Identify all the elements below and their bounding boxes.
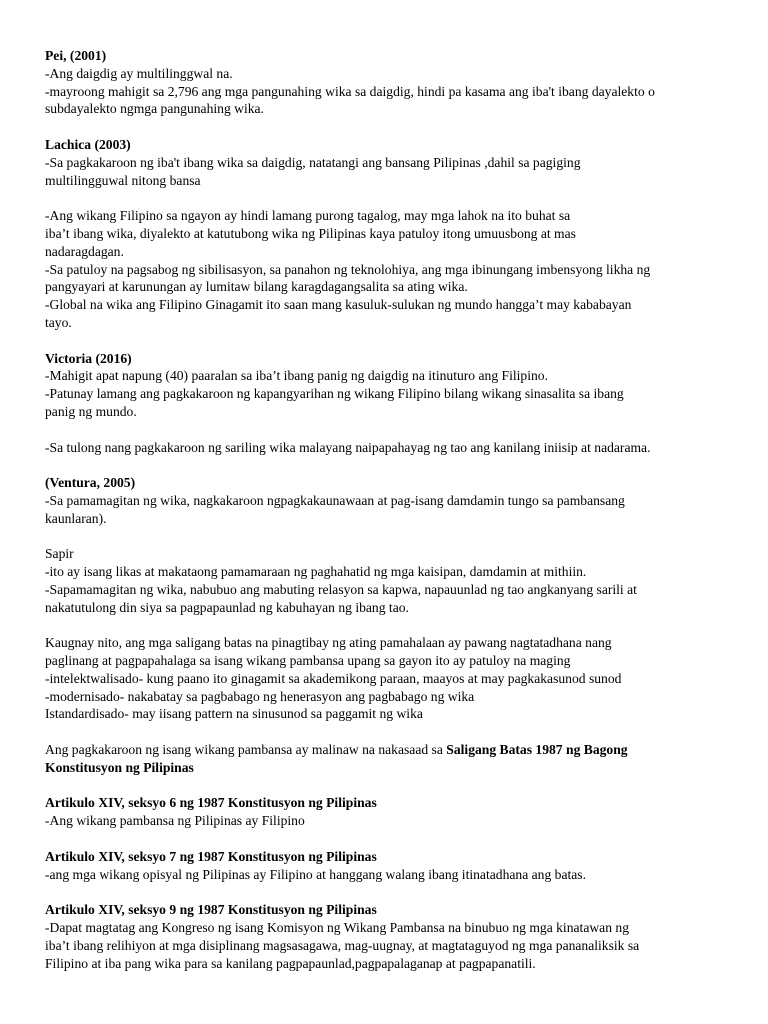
paragraph-line: pangyayari at karunungan ay lumitaw bilang karagdagangsalita sa ating wika. xyxy=(45,279,468,295)
blank-line xyxy=(45,528,735,546)
paragraph-line: -Dapat magtatag ang Kongreso ng isang Komisyon ng Wikang Pambansa na binubuo ng mga kinatawan ng xyxy=(45,920,629,936)
paragraph-line: -Sapamamagitan ng wika, nabubuo ang mabuting relasyon sa kapwa, napauunlad ng tao angkanyang sarili at xyxy=(45,581,637,597)
paragraph-line: Filipino at iba pang wika para sa kanilang pagpapaunlad,pagpapalaganap at pagpapanatili. xyxy=(45,955,536,971)
paragraph-line: -Mahigit apat napung (40) paaralan sa iba’t ibang panig ng daigdig na itinuturo ang Filipino. xyxy=(45,368,548,384)
blank-line xyxy=(45,189,735,207)
blank-line xyxy=(45,723,735,741)
section-heading-ventura: (Ventura, 2005) xyxy=(45,475,136,491)
paragraph-line: -Ang wikang pambansa ng Pilipinas ay Filipino xyxy=(45,813,305,829)
paragraph-line: panig ng mundo. xyxy=(45,403,137,419)
paragraph-line: -Global na wika ang Filipino Ginagamit ito saan mang kasuluk-sulukan ng mundo hangga’t may kababayan xyxy=(45,297,632,313)
paragraph-line: -Sa pamamagitan ng wika, nagkakaroon ngpagkakaunawaan at pag-isang damdamin tungo sa pambansang xyxy=(45,492,625,508)
saligang-paragraph xyxy=(45,741,735,759)
saligang-bold-text: Saligang Batas 1987 ng Bagong xyxy=(446,742,628,758)
section-heading-sapir: Sapir xyxy=(45,546,74,562)
paragraph-line: -modernisado- nakabatay sa pagbabago ng henerasyon ang pagbabago ng wika xyxy=(45,688,475,704)
paragraph-line: paglinang at pagpapahalaga sa isang wikang pambansa upang sa gayon ito ay patuloy na maging xyxy=(45,653,571,669)
section-heading-artikulo-7: Artikulo XIV, seksyo 7 ng 1987 Konstitusyon ng Pilipinas xyxy=(45,848,377,864)
blank-line xyxy=(45,332,735,350)
section-heading-pei: Pei, (2001) xyxy=(45,48,107,63)
blank-line xyxy=(45,777,735,795)
paragraph-line: -Sa patuloy na pagsabog ng sibilisasyon, sa panahon ng teknolohiya, ang mga ibinungang imbensyong likha ng xyxy=(45,261,651,277)
saligang-bold-text-continued: Konstitusyon ng Pilipinas xyxy=(45,759,194,775)
section-heading-artikulo-6: Artikulo XIV, seksyo 6 ng 1987 Konstitusyon ng Pilipinas xyxy=(45,795,377,811)
paragraph-line: multilingguwal nitong bansa xyxy=(45,172,201,188)
document-page xyxy=(45,47,735,972)
paragraph-line: -ang mga wikang opisyal ng Pilipinas ay Filipino at hanggang walang ibang itinatadhana ang batas. xyxy=(45,866,586,882)
blank-line xyxy=(45,617,735,635)
blank-line xyxy=(45,830,735,848)
paragraph-line: -ito ay isang likas at makataong pamamaraan ng paghahatid ng mga kaisipan, damdamin at mithiin. xyxy=(45,564,587,580)
blank-line xyxy=(45,421,735,439)
saligang-intro-text: Ang pagkakaroon ng isang wikang pambansa ay malinaw na nakasaad sa xyxy=(45,742,447,758)
paragraph-line: -Sa tulong nang pagkakaroon ng sariling wika malayang naipapahayag ng tao ang kanilang iniisip at nadarama. xyxy=(45,439,651,455)
paragraph-line: subdayalekto ngmga pangunahing wika. xyxy=(45,101,264,117)
blank-line xyxy=(45,883,735,901)
paragraph-line: kaunlaran). xyxy=(45,510,107,526)
paragraph-line: -Ang wikang Filipino sa ngayon ay hindi lamang purong tagalog, may mga lahok na ito buhat sa xyxy=(45,208,571,224)
paragraph-line: iba’t ibang relihiyon at mga disiplinang magsasagawa, mag-uugnay, at magtataguyod ng mga pananaliksik sa xyxy=(45,937,640,953)
blank-line xyxy=(45,456,735,474)
paragraph-line: nakatutulong din siya sa pagpapaunlad ng kabuhayan ng ibang tao. xyxy=(45,599,409,615)
section-heading-victoria: Victoria (2016) xyxy=(45,350,132,366)
paragraph-line: -Ang daigdig ay multilinggwal na. xyxy=(45,65,233,81)
paragraph-line: iba’t ibang wika, diyalekto at katutubong wika ng Pilipinas kaya patuloy itong umuusbong at mas xyxy=(45,225,576,241)
paragraph-line: -Sa pagkakaroon ng iba't ibang wika sa daigdig, natatangi ang bansang Pilipinas ,dahil sa pagiging xyxy=(45,154,581,170)
paragraph-line: -intelektwalisado- kung paano ito ginagamit sa akademikong paraan, maayos at may pagkakasunod sunod xyxy=(45,670,622,686)
section-heading-lachica: Lachica (2003) xyxy=(45,136,131,152)
paragraph-line: -Patunay lamang ang pagkakaroon ng kapangyarihan ng wikang Filipino bilang wikang sinasalita sa ibang xyxy=(45,386,624,402)
paragraph-line: -mayroong mahigit sa 2,796 ang mga pangunahing wika sa daigdig, hindi pa kasama ang iba't ibang dayalekto o xyxy=(45,83,655,99)
paragraph-line: Kaugnay nito, ang mga saligang batas na pinagtibay ng ating pamahalaan ay pawang nagtatadhana nang xyxy=(45,635,612,651)
paragraph-line: tayo. xyxy=(45,314,72,330)
section-heading-artikulo-9: Artikulo XIV, seksyo 9 ng 1987 Konstitusyon ng Pilipinas xyxy=(45,902,377,918)
paragraph-line: nadaragdagan. xyxy=(45,243,124,259)
paragraph-line: Istandardisado- may iisang pattern na sinusunod sa paggamit ng wika xyxy=(45,706,423,722)
blank-line xyxy=(45,118,735,136)
